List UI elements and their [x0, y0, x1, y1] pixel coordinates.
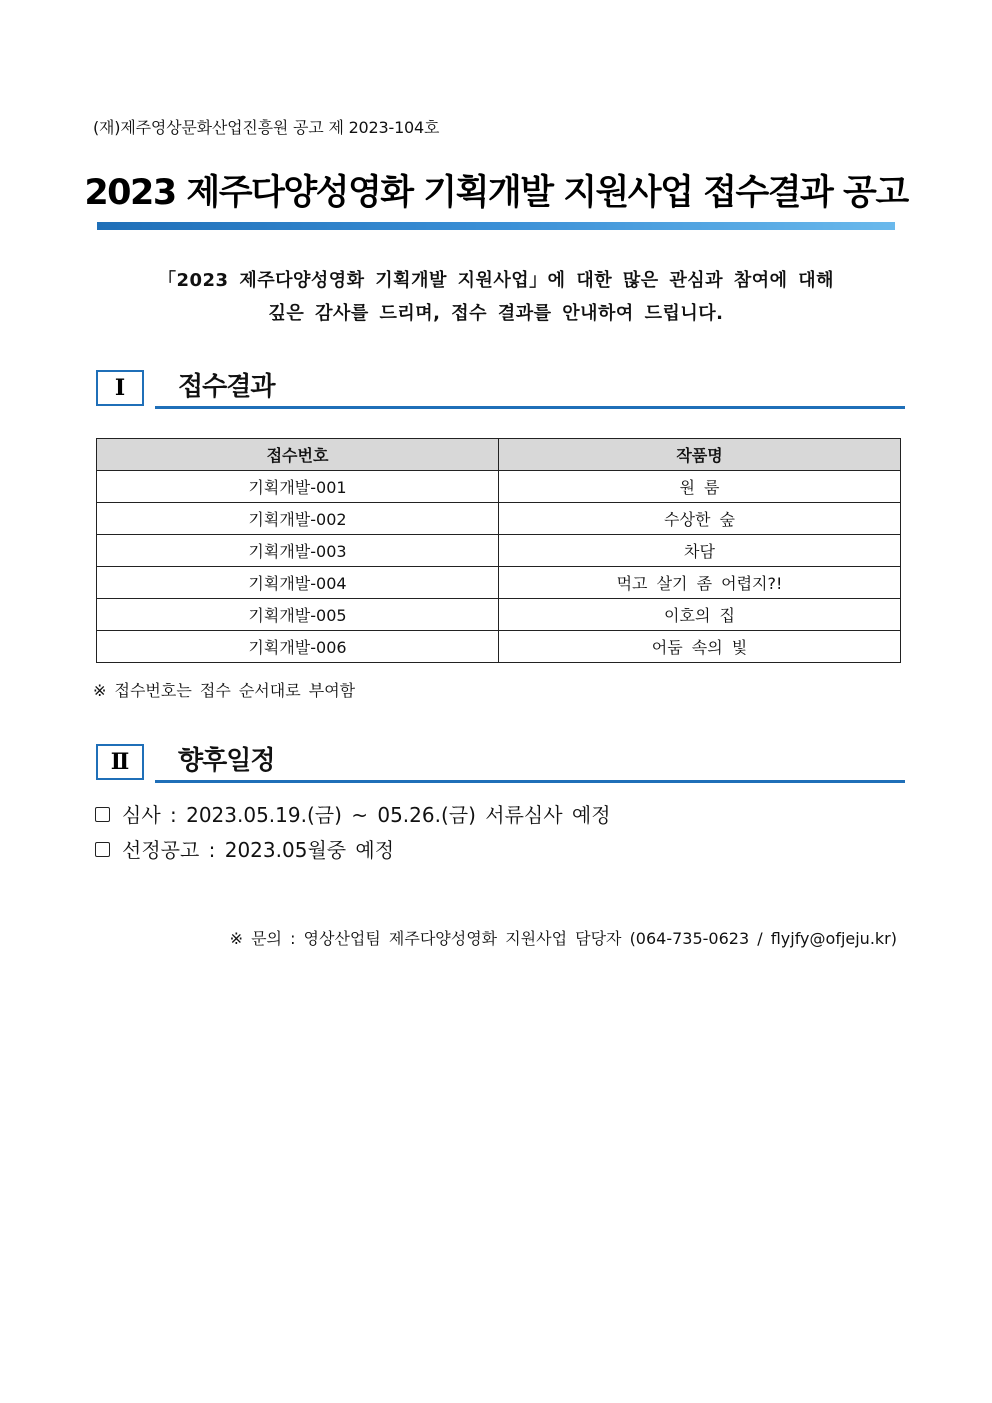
contact-info: ※ 문의 : 영상산업팀 제주다양성영화 지원사업 담당자 (064-735-0623 / flyjfy@ofjeju.kr)	[229, 929, 897, 948]
table-row	[97, 535, 901, 567]
intro-paragraph	[0, 264, 992, 330]
schedule-item-announcement-text: 선정공고 : 2023.05월중 예정	[122, 838, 395, 862]
table-row	[97, 503, 901, 535]
section-2-underline	[155, 780, 905, 783]
title-underline-bar	[97, 222, 895, 230]
table-row	[97, 567, 901, 599]
table-row	[97, 599, 901, 631]
work-title-cell: 수상한 숲	[499, 503, 901, 535]
receipt-number-cell: 기획개발-005	[97, 599, 499, 631]
receipt-number-cell: 기획개발-001	[97, 471, 499, 503]
results-table	[96, 438, 901, 663]
schedule-item-review	[95, 799, 611, 828]
work-title-cell: 어둠 속의 빛	[499, 631, 901, 663]
receipt-number-cell: 기획개발-003	[97, 535, 499, 567]
section-2-numeral: Ⅱ	[96, 744, 144, 780]
section-1-underline	[155, 406, 905, 409]
receipt-number-cell: 기획개발-004	[97, 567, 499, 599]
table-row	[97, 471, 901, 503]
notice-number: (재)제주영상문화산업진흥원 공고 제 2023-104호	[93, 118, 440, 137]
column-header-work-title: 작품명	[499, 439, 901, 471]
receipt-number-cell: 기획개발-006	[97, 631, 499, 663]
work-title-cell: 원 룸	[499, 471, 901, 503]
page-title: 2023 제주다양성영화 기획개발 지원사업 접수결과 공고	[84, 173, 908, 213]
checkbox-icon	[95, 807, 110, 822]
section-2-title: 향후일정	[178, 746, 275, 776]
column-header-receipt-number: 접수번호	[97, 439, 499, 471]
intro-line-1: 「2023 제주다양성영화 기획개발 지원사업」에 대한 많은 관심과 참여에 대해	[157, 270, 835, 291]
work-title-cell: 이호의 집	[499, 599, 901, 631]
section-1-header	[96, 370, 905, 410]
work-title-cell: 먹고 살기 좀 어렵지?!	[499, 567, 901, 599]
work-title-cell: 차담	[499, 535, 901, 567]
receipt-number-cell: 기획개발-002	[97, 503, 499, 535]
checkbox-icon	[95, 842, 110, 857]
schedule-item-announcement	[95, 834, 394, 863]
receipt-number-note: ※ 접수번호는 접수 순서대로 부여함	[93, 681, 356, 700]
table-header-row	[97, 439, 901, 471]
table-row	[97, 631, 901, 663]
section-2-header	[96, 744, 905, 784]
schedule-item-review-text: 심사 : 2023.05.19.(금) ~ 05.26.(금) 서류심사 예정	[122, 803, 611, 827]
section-1-numeral: Ⅰ	[96, 370, 144, 406]
section-1-title: 접수결과	[178, 372, 275, 402]
intro-line-2: 깊은 감사를 드리며, 접수 결과를 안내하여 드립니다.	[268, 303, 724, 324]
